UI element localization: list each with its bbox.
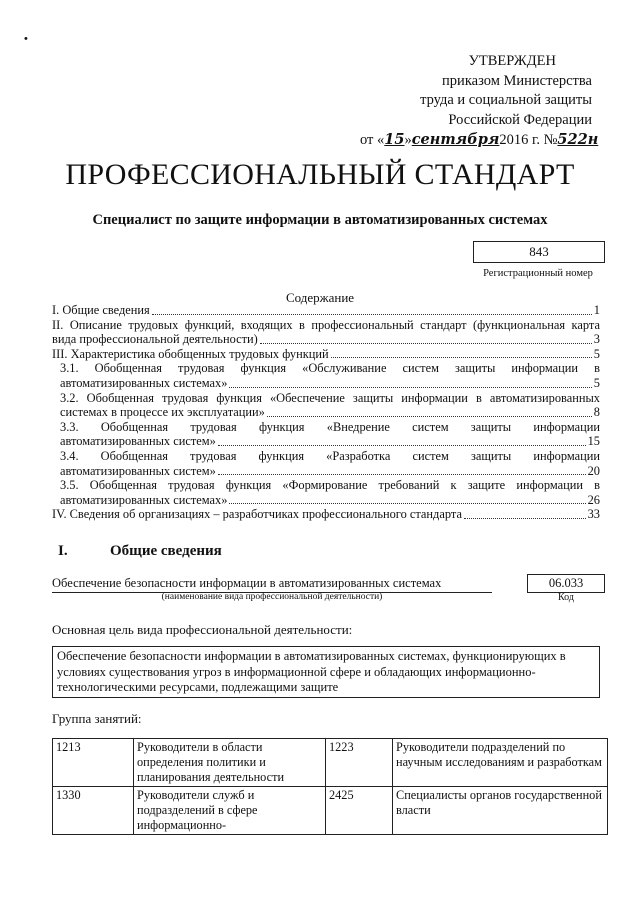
- occupation-group-label: Группа занятий:: [52, 711, 142, 726]
- approval-date: [360, 130, 599, 151]
- toc-item[interactable]: II. Описание трудовых функций, входящих в профессиональный стандарт (функциональная карта вида профессиональной деятельности) 3: [52, 317, 600, 347]
- document-title: ПРОФЕССИОНАЛЬНЫЙ СТАНДАРТ: [65, 158, 575, 191]
- approval-line-2: труда и социальной защиты: [420, 92, 592, 108]
- group-code: 1223: [326, 739, 393, 787]
- toc-leader: [218, 474, 586, 475]
- date-prefix: от «: [360, 132, 385, 148]
- activity-code: 06.033: [527, 574, 605, 593]
- date-mid: »: [404, 132, 412, 148]
- group-name: Руководители служб и подразделений в сфере информационно-: [134, 787, 326, 835]
- approval-line-3: Российской Федерации: [448, 111, 592, 128]
- date-year: 2016 г. №: [499, 132, 558, 148]
- toc-item[interactable]: IV. Сведения об организациях – разработчиках профессионального стандарта 33: [52, 507, 600, 522]
- date-day: 15: [384, 131, 405, 148]
- toc-leader: [464, 518, 586, 519]
- group-name: Руководители подразделений по научным исследованиям и разработкам: [393, 739, 608, 787]
- toc-item[interactable]: 3.3. Обобщенная трудовая функция «Внедрение систем защиты информации автоматизированных систем» 15: [60, 419, 600, 449]
- registration-number-box: 843: [473, 241, 605, 263]
- date-month: сентября: [411, 131, 500, 148]
- activity-kind-caption: (наименование вида профессиональной деятельности): [161, 592, 383, 602]
- section-heading: [58, 543, 222, 560]
- approval-block: [360, 52, 599, 151]
- toc-item[interactable]: I. Общие сведения 1: [52, 303, 600, 317]
- group-code: 2425: [326, 787, 393, 835]
- group-name: Руководители в области определения политики и планирования деятельности: [134, 739, 326, 787]
- toc-leader: [331, 357, 592, 358]
- toc-item[interactable]: 3.1. Обобщенная трудовая функция «Обслуживание систем защиты информации в автоматизированных системах» 5: [60, 361, 600, 390]
- toc-item[interactable]: 3.5. Обобщенная трудовая функция «Формирование требований к защите информации в автоматизированных системах» 26: [60, 478, 600, 507]
- activity-kind: Обеспечение безопасности информации в автоматизированных системах: [52, 576, 492, 593]
- group-code: 1330: [53, 787, 134, 835]
- toc-leader: [229, 387, 591, 388]
- scan-mark: •: [24, 33, 28, 45]
- registration-number-label: Регистрационный номер: [483, 268, 593, 279]
- toc-leader: [218, 445, 586, 446]
- toc-leader: [152, 314, 592, 315]
- toc-item[interactable]: III. Характеристика обобщенных трудовых функций 5: [52, 346, 600, 361]
- section-number: I.: [58, 543, 68, 559]
- document-subtitle: Специалист по защите информации в автоматизированных системах: [92, 212, 548, 228]
- table-of-contents: [52, 303, 600, 522]
- toc-item[interactable]: 3.4. Обобщенная трудовая функция «Разработка систем защиты информации автоматизированных систем» 20: [60, 448, 600, 478]
- group-code: 1213: [53, 739, 134, 787]
- goal-label: Основная цель вида профессиональной деятельности:: [52, 622, 353, 637]
- table-row: [53, 787, 608, 835]
- table-row: [53, 739, 608, 787]
- activity-code-caption: Код: [558, 592, 574, 603]
- toc-leader: [267, 416, 592, 417]
- section-title: Общие сведения: [110, 543, 222, 559]
- occupation-group-table: [52, 738, 608, 835]
- toc-leader: [229, 503, 585, 504]
- goal-text-box: Обеспечение безопасности информации в автоматизированных системах, функционирующих в условиях существования угроз в информационной сфере и обладающих информационно-технологическими ресурсами, подлежащими защите: [52, 646, 600, 698]
- group-name: Специалисты органов государственной власти: [393, 787, 608, 835]
- toc-leader: [260, 343, 592, 344]
- approval-header: УТВЕРЖДЕН: [468, 53, 556, 69]
- toc-title: Содержание: [285, 290, 355, 305]
- toc-item[interactable]: 3.2. Обобщенная трудовая функция «Обеспечение защиты информации в автоматизированных системах в процессе их эксплуатации» 8: [60, 390, 600, 420]
- order-number: 522н: [557, 131, 599, 148]
- approval-line-1: приказом Министерства: [442, 72, 592, 89]
